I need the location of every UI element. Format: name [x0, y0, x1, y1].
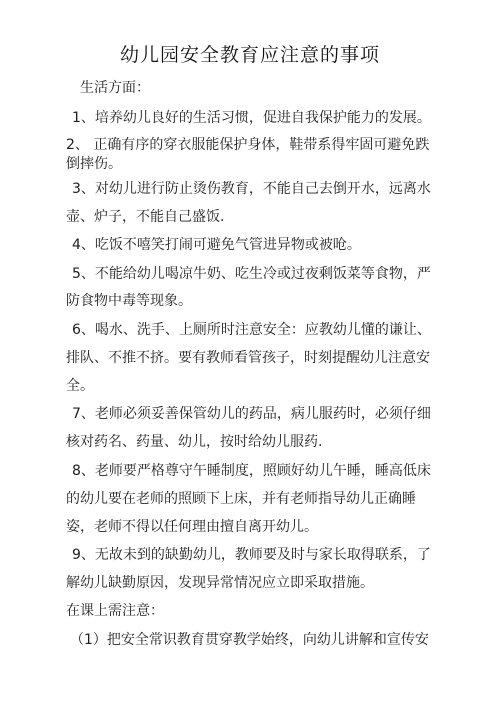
- item-6-line-2: 排队、不推不挤。要有教师看管孩子，时刻提醒幼儿注意安: [66, 350, 430, 366]
- document-title: 幼儿园安全教育应注意的事项: [119, 44, 380, 66]
- item-6-line-1: 6、喝水、洗手、上厕所时注意安全：应教幼儿懂的谦让、: [72, 322, 431, 338]
- item-2-line-2: 倒摔伤。: [66, 156, 122, 172]
- item-9-line-1: 9、无故未到的缺勤幼儿，教师要及时与家长取得联系，了: [72, 547, 431, 563]
- item-5-line-2: 防食物中毒等现象。: [66, 293, 192, 309]
- item-8-line-2: 的幼儿要在老师的照顾下上床，并有老师指导幼儿正确睡: [66, 491, 416, 507]
- item-2-line-1: 2、 正确有序的穿衣服能保护身体，鞋带系得牢固可避免跌: [66, 137, 430, 153]
- section-heading-class: 在课上需注意：: [66, 603, 164, 619]
- item-9-line-2: 解幼儿缺勤原因，发现异常情况应立即采取措施。: [66, 575, 374, 591]
- item-4-line-1: 4、吃饭不嘻笑打闹可避免气管进异物或被呛。: [72, 237, 361, 253]
- item-7-line-2: 核对药名、药量、幼儿，按时给幼儿服药.: [66, 434, 323, 450]
- section-heading-life: 生活方面：: [80, 80, 150, 96]
- class-item-1-line-1: （1）把安全常识教育贯穿教学始终，向幼儿讲解和宣传安: [70, 632, 429, 648]
- item-5-line-1: 5、不能给幼儿喝凉牛奶、吃生冷或过夜剩饭菜等食物，严: [72, 266, 431, 282]
- item-8-line-3: 姿，老师不得以任何理由擅自离开幼儿。: [66, 519, 318, 535]
- item-6-line-3: 全。: [66, 378, 94, 394]
- item-3-line-2: 壶、炉子，不能自己盛饭.: [66, 209, 225, 225]
- item-3-line-1: 3、对幼儿进行防止烫伤教育，不能自己去倒开水，远离水: [72, 181, 431, 197]
- item-1-line-1: 1、培养幼儿良好的生活习惯，促进自我保护能力的发展。: [72, 110, 431, 126]
- item-8-line-1: 8、老师要严格尊守午睡制度，照顾好幼儿午睡，睡高低床: [72, 463, 431, 479]
- item-7-line-1: 7、老师必须妥善保管幼儿的药品，病儿服药时，必须仔细: [72, 406, 431, 422]
